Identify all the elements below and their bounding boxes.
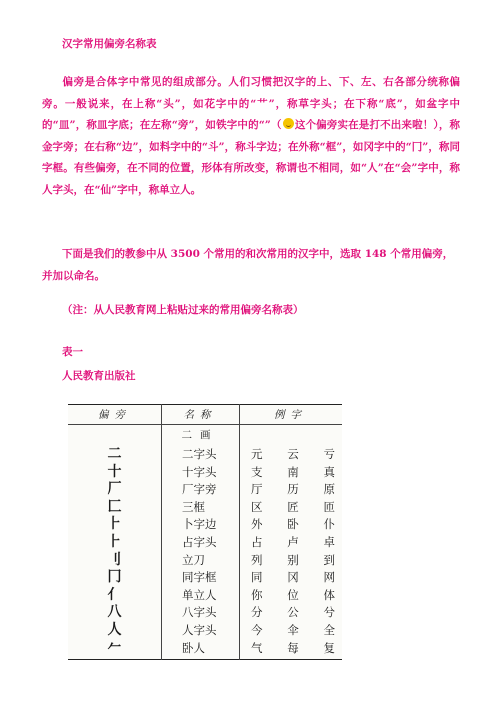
example-chars (251, 463, 335, 481)
radical-name: 人字头 (182, 623, 217, 637)
radical-glyph: 匚 (107, 498, 122, 515)
radical-name: 卧人 (182, 640, 205, 655)
table-row (68, 586, 342, 604)
intro-text-part-3: 这个偏旁实在是打不出来啦！），称金字旁；在右称“边”，如料字中的“斗”，称斗字边；在外称“框”，如冈字中的“冂”，称同字框。有些偏旁，在不同的位置，形体有所改变，称谓也不相同，如“人”在“会”字中，称人字头，在“仙”字中，称单立人。 (42, 119, 461, 196)
example-chars (251, 586, 335, 604)
example-char: 卓 (323, 535, 335, 549)
radical-name: 十字头 (182, 464, 217, 479)
radical-glyph: 亻 (107, 586, 122, 603)
table-row (68, 445, 342, 463)
example-char: 网 (323, 570, 335, 585)
example-char: 匠 (287, 499, 299, 514)
table-row (68, 533, 342, 551)
table-row (68, 568, 342, 586)
example-char: 仆 (323, 517, 335, 532)
document-title: 汉字常用偏旁名称表 (62, 38, 157, 50)
table-row (68, 463, 342, 481)
example-char: 元 (251, 447, 263, 461)
example-chars (251, 498, 335, 516)
table-row (68, 515, 342, 533)
example-char: 厅 (251, 482, 263, 497)
example-char: 原 (323, 482, 335, 497)
example-char: 公 (287, 605, 299, 620)
intro-text-part-2: ”（ (264, 119, 282, 132)
radical-name: 同字框 (182, 570, 217, 585)
example-char: 真 (323, 464, 335, 479)
example-char: 支 (251, 464, 263, 479)
radical-name: 占字头 (182, 535, 217, 549)
radical-glyph: 二 (107, 446, 122, 462)
example-chars (251, 533, 335, 551)
example-char: 卧 (287, 517, 299, 532)
intro-text-part-1: 偏旁是合体字中常见的组成部分。人们习惯把汉字的上、下、左、右各部分统称偏旁。一般说来，在上称“头”，如花字中的“艹”，称草字头；在下称“底”，如盆字中的“皿”，称皿字底；在左称“旁”，如铁字中的“ (42, 76, 460, 132)
radical-glyph: 冂 (107, 569, 122, 586)
header-radical: 偏旁 (98, 409, 131, 421)
example-char: 占 (251, 535, 263, 549)
radical-glyph: 人 (107, 622, 122, 638)
example-chars (251, 639, 335, 657)
header-examples: 例字 (274, 409, 307, 421)
example-char: 历 (287, 482, 299, 497)
example-char: 同 (251, 570, 263, 585)
example-char: 南 (287, 464, 299, 479)
header-name: 名称 (183, 409, 217, 421)
intro-paragraph (42, 72, 460, 202)
example-char: 体 (323, 587, 335, 602)
radical-glyph: 刂 (107, 551, 122, 568)
table-row (68, 498, 342, 516)
example-char: 伞 (287, 623, 299, 637)
radical-glyph: 厂 (107, 481, 122, 498)
example-char: 外 (251, 517, 263, 532)
example-char: 复 (323, 640, 335, 655)
radical-name: 三框 (182, 499, 205, 514)
radical-glyph: 十 (107, 463, 122, 480)
example-chars (251, 621, 335, 639)
example-chars (251, 551, 335, 569)
example-char: 区 (251, 499, 263, 514)
table-row (68, 603, 342, 621)
radical-name: 二字头 (182, 447, 217, 461)
example-chars (251, 515, 335, 533)
radical-name: 八字头 (182, 605, 217, 620)
example-char: 兮 (323, 605, 335, 620)
table-top-rule (68, 404, 342, 405)
radical-glyph: 𠂉 (107, 639, 122, 656)
table-label: 表一 (62, 346, 83, 358)
smiley-emoji-icon (283, 118, 294, 129)
example-char: 别 (287, 552, 299, 567)
radical-glyph: ⺊ (107, 534, 122, 550)
example-char: 匝 (323, 499, 335, 514)
radical-name: 厂字旁 (182, 482, 217, 497)
example-char: 云 (287, 447, 299, 461)
table-row (68, 551, 342, 569)
example-char: 亏 (323, 447, 335, 461)
example-chars (251, 568, 335, 586)
example-chars (251, 480, 335, 498)
example-char: 每 (287, 640, 299, 655)
example-char: 全 (323, 623, 335, 637)
table-row (68, 480, 342, 498)
example-char: 列 (251, 552, 263, 567)
radical-name: 卜字边 (182, 517, 217, 532)
table-bottom-rule (68, 659, 342, 660)
example-chars (251, 445, 335, 463)
table-row (68, 621, 342, 639)
example-char: 到 (323, 552, 335, 567)
example-char: 卢 (287, 535, 299, 549)
radical-name: 单立人 (182, 587, 217, 602)
radical-name: 立刀 (182, 552, 205, 567)
example-char: 今 (251, 623, 263, 637)
source-note: （注：从人民教育网上粘贴过来的常用偏旁名称表） (62, 304, 304, 316)
example-char: 分 (251, 605, 263, 620)
table-header-rule (68, 424, 342, 425)
table-row (68, 639, 342, 657)
example-chars (251, 603, 335, 621)
publisher-name: 人民教育出版社 (62, 370, 136, 382)
radical-table-image (68, 404, 342, 660)
example-char: 位 (287, 587, 299, 602)
selection-paragraph (42, 244, 462, 287)
example-char: 冈 (287, 570, 299, 585)
section-heading-two-strokes: 二画 (181, 429, 219, 441)
example-char: 气 (251, 640, 263, 655)
selection-text: 下面是我们的教参中从 3500 个常用的和次常用的汉字中，选取 148 个常用偏旁，并加以命名。 (42, 248, 454, 282)
radical-glyph: ⺊ (107, 516, 122, 533)
radical-glyph: 八 (107, 604, 122, 621)
example-char: 你 (251, 587, 263, 602)
